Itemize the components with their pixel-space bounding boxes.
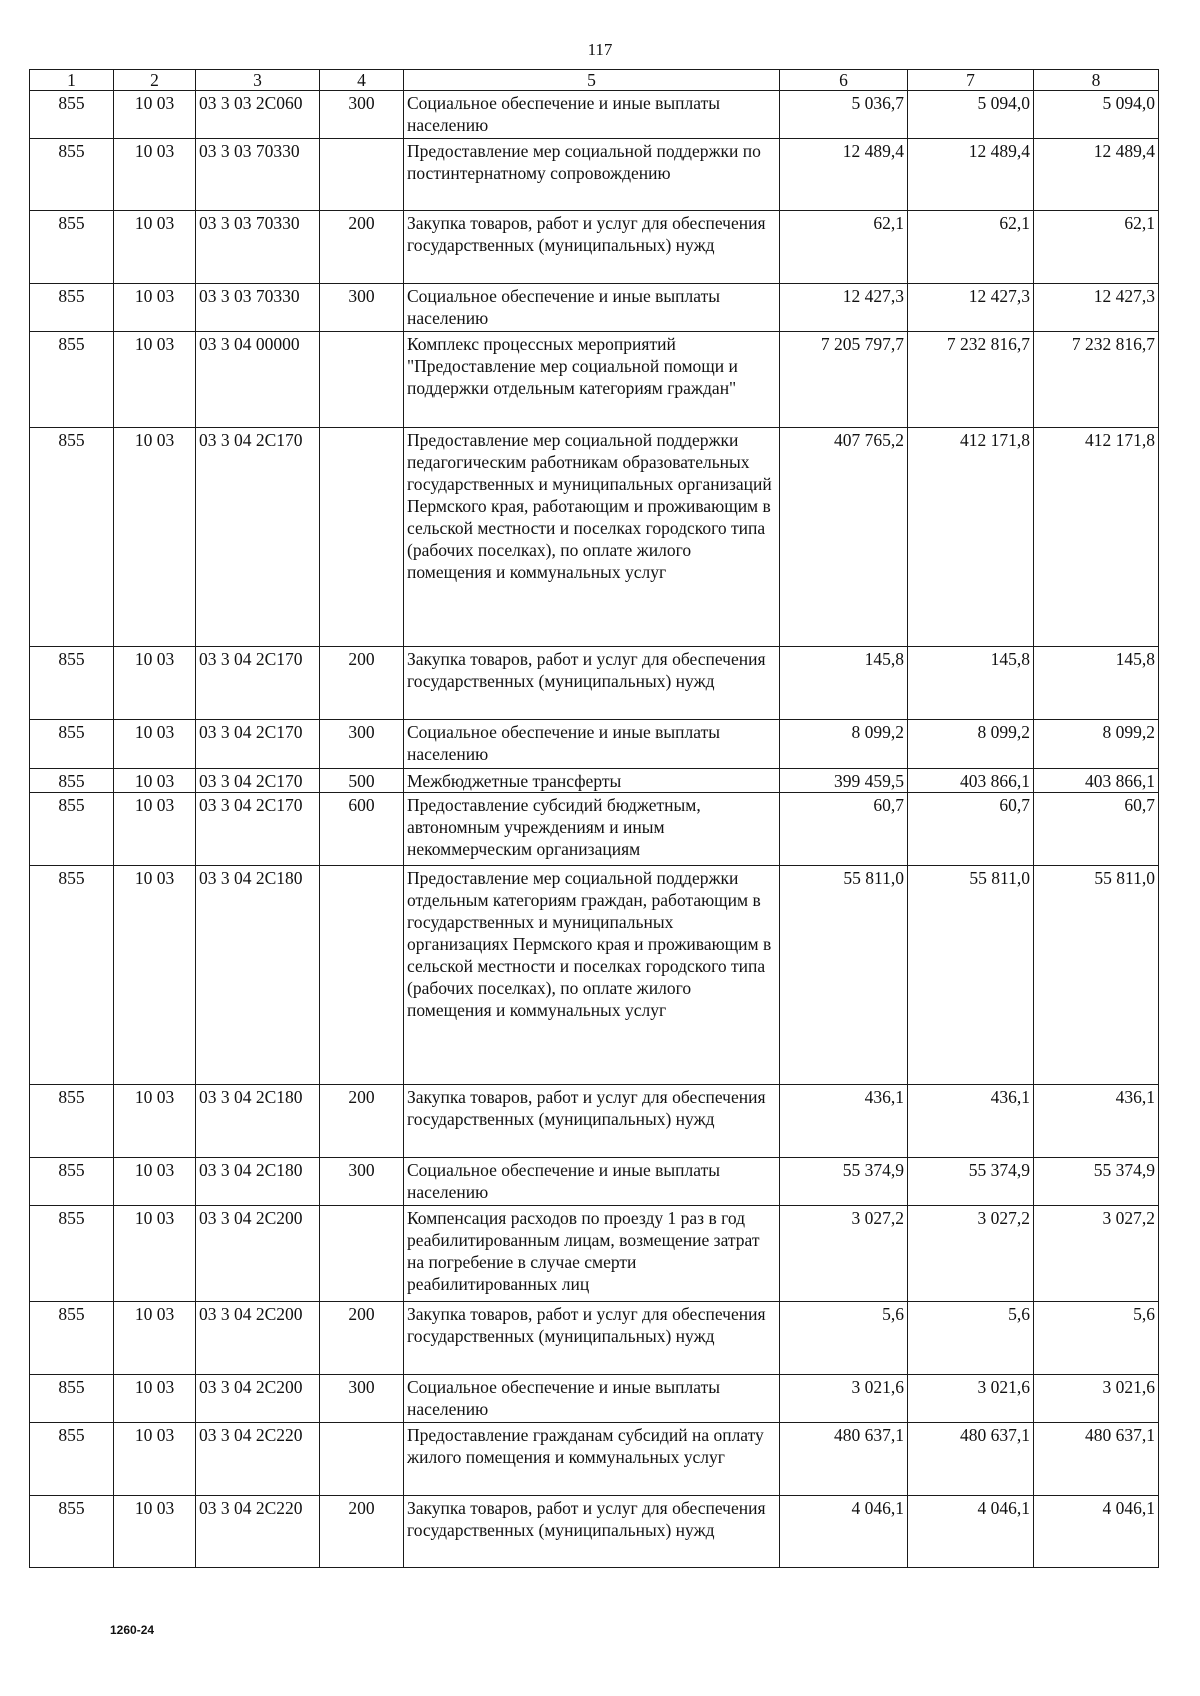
cell-amount-7: 12 427,3 — [908, 284, 1034, 332]
cell-target-code: 03 3 03 70330 — [196, 211, 320, 284]
cell-section-code: 10 03 — [114, 1423, 196, 1496]
cell-section-code: 10 03 — [114, 284, 196, 332]
cell-amount-6: 3 027,2 — [780, 1206, 908, 1302]
cell-amount-7: 412 171,8 — [908, 428, 1034, 647]
cell-admin-code: 855 — [30, 793, 114, 866]
cell-admin-code: 855 — [30, 1206, 114, 1302]
cell-description: Социальное обеспечение и иные выплаты населению — [404, 91, 780, 139]
cell-amount-8: 62,1 — [1034, 211, 1159, 284]
cell-description: Предоставление гражданам субсидий на оплату жилого помещения и коммунальных услуг — [404, 1423, 780, 1496]
cell-amount-6: 436,1 — [780, 1085, 908, 1158]
cell-expense-type — [320, 139, 404, 211]
cell-description: Социальное обеспечение и иные выплаты населению — [404, 1158, 780, 1206]
cell-expense-type — [320, 1423, 404, 1496]
column-header-1: 1 — [30, 70, 114, 91]
cell-description: Закупка товаров, работ и услуг для обеспечения государственных (муниципальных) нужд — [404, 1496, 780, 1568]
cell-amount-6: 5,6 — [780, 1302, 908, 1375]
cell-expense-type: 300 — [320, 1375, 404, 1423]
cell-admin-code: 855 — [30, 1375, 114, 1423]
cell-section-code: 10 03 — [114, 769, 196, 793]
cell-expense-type: 600 — [320, 793, 404, 866]
cell-target-code: 03 3 04 2С200 — [196, 1302, 320, 1375]
cell-description: Предоставление субсидий бюджетным, автономным учреждениям и иным некоммерческим организациям — [404, 793, 780, 866]
table-row — [30, 1085, 1159, 1158]
cell-amount-6: 12 489,4 — [780, 139, 908, 211]
cell-amount-8: 7 232 816,7 — [1034, 332, 1159, 428]
cell-amount-6: 407 765,2 — [780, 428, 908, 647]
cell-description: Компенсация расходов по проезду 1 раз в год реабилитированным лицам, возмещение затрат на погребение в случае смерти реабилитированных лиц — [404, 1206, 780, 1302]
cell-section-code: 10 03 — [114, 1085, 196, 1158]
cell-expense-type: 200 — [320, 1496, 404, 1568]
table-row — [30, 1423, 1159, 1496]
cell-amount-7: 62,1 — [908, 211, 1034, 284]
cell-expense-type — [320, 428, 404, 647]
cell-amount-8: 145,8 — [1034, 647, 1159, 720]
table-row — [30, 91, 1159, 139]
cell-admin-code: 855 — [30, 1158, 114, 1206]
cell-section-code: 10 03 — [114, 1206, 196, 1302]
cell-amount-6: 399 459,5 — [780, 769, 908, 793]
cell-amount-6: 12 427,3 — [780, 284, 908, 332]
cell-target-code: 03 3 04 2С180 — [196, 1158, 320, 1206]
cell-admin-code: 855 — [30, 1085, 114, 1158]
cell-amount-7: 4 046,1 — [908, 1496, 1034, 1568]
cell-expense-type: 500 — [320, 769, 404, 793]
cell-expense-type: 300 — [320, 1158, 404, 1206]
cell-description: Закупка товаров, работ и услуг для обеспечения государственных (муниципальных) нужд — [404, 647, 780, 720]
cell-expense-type: 300 — [320, 720, 404, 769]
table-row — [30, 1375, 1159, 1423]
cell-amount-6: 5 036,7 — [780, 91, 908, 139]
cell-target-code: 03 3 04 2С170 — [196, 428, 320, 647]
cell-section-code: 10 03 — [114, 793, 196, 866]
cell-expense-type: 300 — [320, 91, 404, 139]
cell-target-code: 03 3 04 2С170 — [196, 647, 320, 720]
cell-amount-8: 3 027,2 — [1034, 1206, 1159, 1302]
cell-amount-8: 412 171,8 — [1034, 428, 1159, 647]
cell-description: Предоставление мер социальной поддержки отдельным категориям граждан, работающим в государственных и муниципальных организациях Пермского края и проживающим в сельской местности и поселках городского типа (рабочих поселках), по оплате жилого помещения и коммунальных услуг — [404, 866, 780, 1085]
cell-expense-type — [320, 332, 404, 428]
cell-description: Предоставление мер социальной поддержки педагогическим работникам образовательных государственных и муниципальных организаций Пермского края, работающим и проживающим в сельской местности и поселках городского типа (рабочих поселках), по оплате жилого помещения и коммунальных услуг — [404, 428, 780, 647]
column-header-4: 4 — [320, 70, 404, 91]
cell-amount-8: 436,1 — [1034, 1085, 1159, 1158]
table-row — [30, 1496, 1159, 1568]
cell-amount-8: 480 637,1 — [1034, 1423, 1159, 1496]
cell-amount-8: 12 427,3 — [1034, 284, 1159, 332]
document-code: 1260-24 — [110, 1623, 155, 1637]
cell-target-code: 03 3 04 2С180 — [196, 1085, 320, 1158]
table-row — [30, 1206, 1159, 1302]
cell-amount-8: 55 374,9 — [1034, 1158, 1159, 1206]
cell-amount-7: 3 027,2 — [908, 1206, 1034, 1302]
cell-target-code: 03 3 04 2С170 — [196, 793, 320, 866]
cell-section-code: 10 03 — [114, 1496, 196, 1568]
cell-amount-6: 55 374,9 — [780, 1158, 908, 1206]
cell-section-code: 10 03 — [114, 1375, 196, 1423]
cell-amount-8: 60,7 — [1034, 793, 1159, 866]
column-header-3: 3 — [196, 70, 320, 91]
cell-expense-type — [320, 1206, 404, 1302]
cell-admin-code: 855 — [30, 866, 114, 1085]
page-number: 117 — [587, 40, 613, 59]
column-header-5: 5 — [404, 70, 780, 91]
cell-section-code: 10 03 — [114, 332, 196, 428]
cell-description: Социальное обеспечение и иные выплаты населению — [404, 1375, 780, 1423]
cell-admin-code: 855 — [30, 1496, 114, 1568]
cell-description: Межбюджетные трансферты — [404, 769, 780, 793]
cell-amount-7: 145,8 — [908, 647, 1034, 720]
cell-description: Закупка товаров, работ и услуг для обеспечения государственных (муниципальных) нужд — [404, 211, 780, 284]
table-row — [30, 720, 1159, 769]
cell-admin-code: 855 — [30, 769, 114, 793]
cell-amount-7: 436,1 — [908, 1085, 1034, 1158]
cell-amount-6: 480 637,1 — [780, 1423, 908, 1496]
cell-target-code: 03 3 03 70330 — [196, 284, 320, 332]
cell-amount-7: 5,6 — [908, 1302, 1034, 1375]
cell-amount-6: 145,8 — [780, 647, 908, 720]
cell-description: Социальное обеспечение и иные выплаты населению — [404, 720, 780, 769]
cell-admin-code: 855 — [30, 211, 114, 284]
header-row — [30, 70, 1159, 91]
cell-section-code: 10 03 — [114, 91, 196, 139]
table-row — [30, 1158, 1159, 1206]
cell-amount-6: 3 021,6 — [780, 1375, 908, 1423]
cell-target-code: 03 3 03 70330 — [196, 139, 320, 211]
cell-expense-type: 200 — [320, 211, 404, 284]
cell-amount-8: 55 811,0 — [1034, 866, 1159, 1085]
table-row — [30, 211, 1159, 284]
table-row — [30, 1302, 1159, 1375]
table-row — [30, 866, 1159, 1085]
cell-description: Закупка товаров, работ и услуг для обеспечения государственных (муниципальных) нужд — [404, 1302, 780, 1375]
cell-amount-7: 55 811,0 — [908, 866, 1034, 1085]
cell-target-code: 03 3 04 2С220 — [196, 1496, 320, 1568]
cell-amount-8: 403 866,1 — [1034, 769, 1159, 793]
cell-admin-code: 855 — [30, 284, 114, 332]
cell-target-code: 03 3 04 2С200 — [196, 1206, 320, 1302]
cell-target-code: 03 3 04 2С170 — [196, 720, 320, 769]
cell-target-code: 03 3 04 00000 — [196, 332, 320, 428]
cell-amount-7: 403 866,1 — [908, 769, 1034, 793]
cell-amount-7: 5 094,0 — [908, 91, 1034, 139]
cell-amount-6: 60,7 — [780, 793, 908, 866]
column-header-6: 6 — [780, 70, 908, 91]
cell-section-code: 10 03 — [114, 720, 196, 769]
cell-admin-code: 855 — [30, 332, 114, 428]
cell-target-code: 03 3 04 2С200 — [196, 1375, 320, 1423]
cell-admin-code: 855 — [30, 1302, 114, 1375]
table-row — [30, 793, 1159, 866]
cell-description: Предоставление мер социальной поддержки по постинтернатному сопровождению — [404, 139, 780, 211]
table-row — [30, 332, 1159, 428]
cell-amount-6: 55 811,0 — [780, 866, 908, 1085]
cell-section-code: 10 03 — [114, 1302, 196, 1375]
cell-amount-6: 62,1 — [780, 211, 908, 284]
table-row — [30, 769, 1159, 793]
cell-admin-code: 855 — [30, 720, 114, 769]
budget-table — [29, 69, 1159, 1568]
cell-amount-7: 8 099,2 — [908, 720, 1034, 769]
cell-amount-8: 12 489,4 — [1034, 139, 1159, 211]
cell-section-code: 10 03 — [114, 139, 196, 211]
cell-section-code: 10 03 — [114, 647, 196, 720]
cell-section-code: 10 03 — [114, 866, 196, 1085]
cell-admin-code: 855 — [30, 91, 114, 139]
cell-admin-code: 855 — [30, 139, 114, 211]
cell-amount-8: 4 046,1 — [1034, 1496, 1159, 1568]
cell-admin-code: 855 — [30, 647, 114, 720]
cell-amount-8: 3 021,6 — [1034, 1375, 1159, 1423]
cell-description: Комплекс процессных мероприятий "Предоставление мер социальной помощи и поддержки отдельным категориям граждан" — [404, 332, 780, 428]
cell-expense-type: 300 — [320, 284, 404, 332]
cell-admin-code: 855 — [30, 428, 114, 647]
cell-amount-6: 7 205 797,7 — [780, 332, 908, 428]
cell-amount-7: 3 021,6 — [908, 1375, 1034, 1423]
cell-target-code: 03 3 04 2С180 — [196, 866, 320, 1085]
cell-description: Социальное обеспечение и иные выплаты населению — [404, 284, 780, 332]
cell-amount-7: 7 232 816,7 — [908, 332, 1034, 428]
cell-expense-type: 200 — [320, 1085, 404, 1158]
table-row — [30, 284, 1159, 332]
cell-admin-code: 855 — [30, 1423, 114, 1496]
cell-amount-6: 4 046,1 — [780, 1496, 908, 1568]
column-header-7: 7 — [908, 70, 1034, 91]
cell-target-code: 03 3 04 2С220 — [196, 1423, 320, 1496]
column-header-2: 2 — [114, 70, 196, 91]
table-row — [30, 139, 1159, 211]
table-row — [30, 428, 1159, 647]
cell-amount-7: 12 489,4 — [908, 139, 1034, 211]
cell-amount-8: 5,6 — [1034, 1302, 1159, 1375]
cell-expense-type: 200 — [320, 647, 404, 720]
cell-target-code: 03 3 04 2С170 — [196, 769, 320, 793]
table-row — [30, 647, 1159, 720]
cell-amount-7: 480 637,1 — [908, 1423, 1034, 1496]
cell-amount-7: 55 374,9 — [908, 1158, 1034, 1206]
cell-description: Закупка товаров, работ и услуг для обеспечения государственных (муниципальных) нужд — [404, 1085, 780, 1158]
cell-amount-6: 8 099,2 — [780, 720, 908, 769]
cell-section-code: 10 03 — [114, 428, 196, 647]
cell-expense-type: 200 — [320, 1302, 404, 1375]
cell-expense-type — [320, 866, 404, 1085]
cell-section-code: 10 03 — [114, 211, 196, 284]
cell-amount-7: 60,7 — [908, 793, 1034, 866]
cell-amount-8: 8 099,2 — [1034, 720, 1159, 769]
column-header-8: 8 — [1034, 70, 1159, 91]
cell-section-code: 10 03 — [114, 1158, 196, 1206]
cell-target-code: 03 3 03 2С060 — [196, 91, 320, 139]
cell-amount-8: 5 094,0 — [1034, 91, 1159, 139]
